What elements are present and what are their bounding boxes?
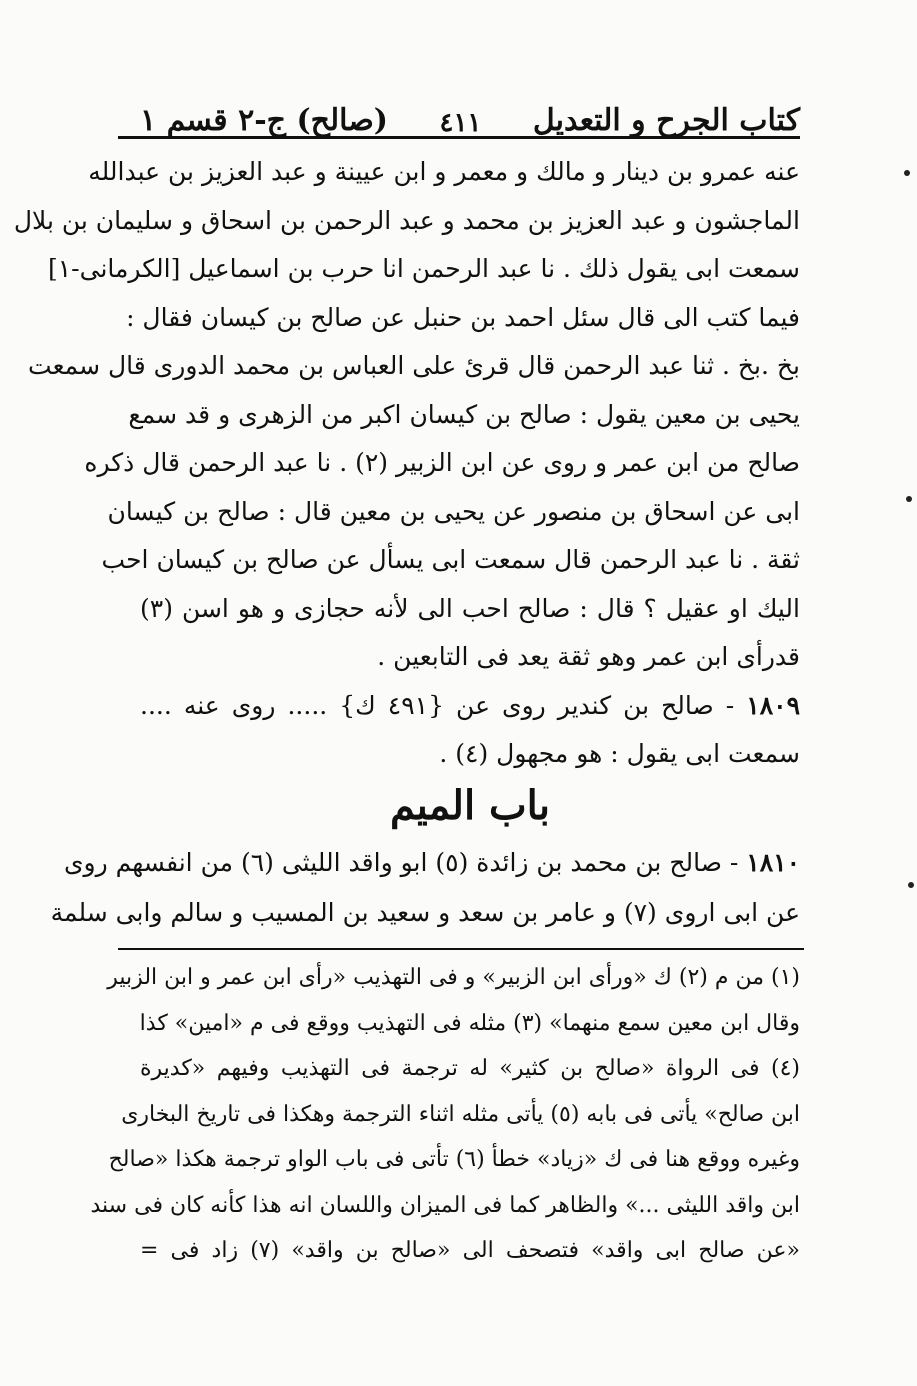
text-line: صالح من ابن عمر و روى عن ابن الزبير (٢) . نا عبد الرحمن قال ذكره <box>84 448 800 477</box>
entry-text: - صالح بن كندير روى عن {٤٩١ ك} ..... روى عنه .... <box>140 690 735 720</box>
text-line: فيما كتب الى قال سئل احمد بن حنبل عن صالح بن كيسان فقال : <box>126 302 800 332</box>
entry-number: ١٨١٠ <box>746 848 800 877</box>
footnote-line: وغيره ووقع هنا فى ك «زياد» خطأ (٦) تأتى فى باب الواو ترجمة هكذا «صالح <box>108 1147 800 1172</box>
text-line: ابى عن اسحاق بن منصور عن يحيى بن معين قال : صالح بن كيسان <box>107 496 800 526</box>
book-title: كتاب الجرح و التعديل <box>532 103 800 138</box>
entry-1809-line2: سمعت ابى يقول : هو مجهول (٤) . <box>439 739 800 768</box>
entry-1810 <box>50 838 800 938</box>
footnote-line: (١) من م (٢) ك «ورأى ابن الزبير» و فى التهذيب «رأى ابن عمر و ابن الزبير <box>107 965 800 990</box>
text-line: بخ .بخ . ثنا عبد الرحمن قال قرئ على العباس بن محمد الدورى قال سمعت <box>28 351 800 380</box>
text-line: ثقة . نا عبد الرحمن قال سمعت ابى يسأل عن صالح بن كيسان احب <box>101 545 800 574</box>
entry-1810-line <box>63 838 800 888</box>
main-text <box>13 148 801 779</box>
entry-text: - صالح بن محمد بن زائدة (٥) ابو واقد الليثى (٦) من انفسهم روى <box>63 848 739 877</box>
entry-number: ١٨٠٩ <box>746 690 801 720</box>
margin-speck <box>908 882 914 888</box>
entry-1809-line <box>140 682 800 731</box>
footnote-line: ابن صالح» يأتى فى بابه (٥) يأتى مثله اثناء الترجمة وهكذا فى تاريخ البخارى <box>121 1101 800 1127</box>
margin-speck <box>904 170 910 176</box>
footnotes <box>90 955 800 1274</box>
footnote-line: ابن واقد الليثى ...» والظاهر كما فى الميزان واللسان انه هذا كأنه كان فى سند <box>90 1192 800 1218</box>
footnote-line: وقال ابن معين سمع منهما» (٣) مثله فى التهذيب ووقع فى م «امين» كذا <box>139 1010 800 1036</box>
footnote-line: (٤) فى الرواة «صالح بن كثير» له ترجمة فى التهذيب وفيهم «كديرة <box>140 1056 800 1081</box>
header-rule <box>118 136 800 139</box>
entry-1810-line2: عن ابى اروى (٧) و عامر بن سعد و سعيد بن المسيب و سالم وابى سلمة <box>50 898 800 927</box>
footnote-rule <box>118 948 804 950</box>
text-line: عنه عمرو بن دينار و مالك و معمر و ابن عيينة و عبد العزيز بن عبدالله <box>88 157 800 186</box>
text-line: قدرأى ابن عمر وهو ثقة يعد فى التابعين . <box>377 642 800 671</box>
footnote-line: «عن صالح ابى واقد» فتصحف الى «صالح بن واقد» (٧) زاد فى = <box>140 1238 800 1263</box>
text-line: سمعت ابى يقول ذلك . نا عبد الرحمن انا حرب بن اسماعيل [الكرمانى-١] <box>47 254 800 283</box>
margin-speck <box>906 496 912 502</box>
running-header <box>140 78 800 138</box>
section-label: (صالح) ج-٢ قسم ١ <box>140 103 388 138</box>
text-line: يحيى بن معين يقول : صالح بن كيسان اكبر من الزهرى و قد سمع <box>128 399 800 429</box>
text-line: اليك او عقيل ؟ قال : صالح احب الى لأنه حجازى و هو اسن (٣) <box>140 593 800 623</box>
section-title: باب الميم <box>389 782 551 829</box>
text-line: الماجشون و عبد العزيز بن محمد و عبد الرحمن بن اسحاق و سليمان بن بلال <box>13 205 800 235</box>
page-number: ٤١١ <box>439 108 482 138</box>
